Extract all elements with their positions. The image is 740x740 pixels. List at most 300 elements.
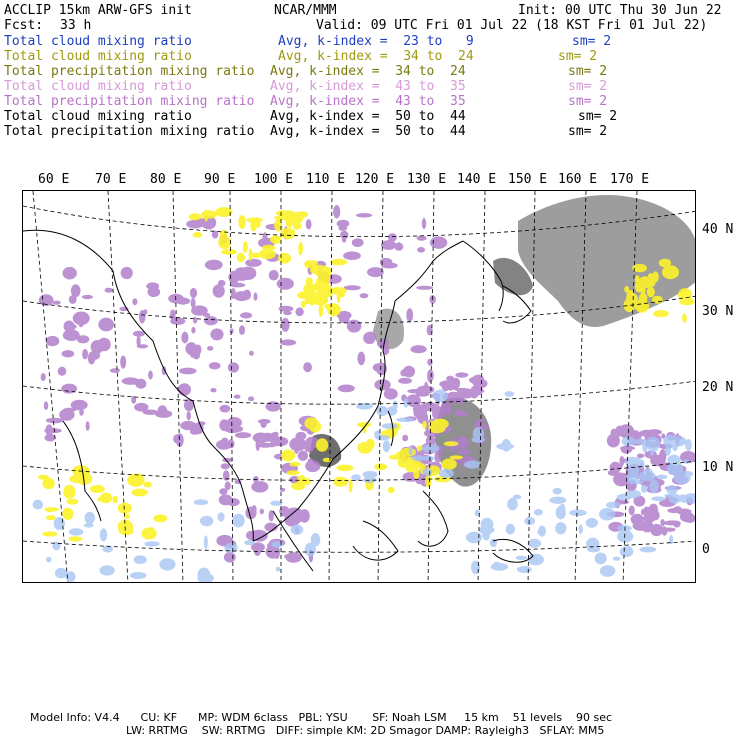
cloud-patch (178, 383, 191, 396)
cloud-patch (586, 518, 598, 528)
cloud-patch (63, 267, 77, 280)
cloud-patch (600, 565, 616, 577)
cloud-patch (289, 462, 301, 467)
cloud-patch (650, 455, 665, 467)
map-panel (22, 190, 696, 583)
cloud-patch (534, 509, 543, 516)
cloud-patch (63, 485, 75, 499)
cloud-patch (271, 541, 283, 548)
cloud-patch (303, 362, 312, 372)
cloud-patch (79, 409, 84, 416)
field-k-index: Avg, k-index = 34 to 24 (270, 64, 466, 79)
cloud-patch (311, 533, 321, 546)
cloud-patch (430, 236, 447, 248)
longitude-label: 120 E (355, 172, 395, 187)
cloud-patch (360, 293, 369, 298)
cloud-patch (204, 535, 208, 549)
cloud-patch (422, 444, 439, 453)
cloud-patch (100, 493, 112, 504)
cloud-patch (66, 499, 78, 505)
cloud-patch (651, 496, 665, 501)
cloud-patch (304, 300, 310, 305)
field-smoothing: sm= 2 (568, 94, 608, 109)
cloud-patch (204, 210, 208, 222)
cloud-patch (305, 439, 313, 446)
field-k-index: Avg, k-index = 43 to 35 (270, 79, 466, 94)
cloud-patch (504, 391, 514, 397)
cloud-patch (395, 451, 406, 460)
cloud-patch (170, 310, 176, 321)
cloud-patch (42, 531, 57, 536)
field-smoothing: sm= 2 (558, 49, 598, 64)
longitude-label: 130 E (407, 172, 447, 187)
cloud-patch (42, 478, 54, 489)
cloud-patch (464, 461, 481, 469)
cloud-patch (637, 454, 644, 459)
cloud-patch (631, 430, 640, 435)
cloud-patch (439, 469, 454, 478)
cloud-patch (33, 500, 43, 510)
cloud-patch (381, 240, 396, 250)
cloud-patch (251, 481, 268, 492)
cloud-patch (455, 409, 461, 416)
cloud-patch (374, 463, 387, 470)
cloud-patch (46, 336, 60, 346)
cloud-patch (113, 496, 118, 504)
cloud-patch (635, 280, 643, 292)
cloud-patch (278, 253, 291, 264)
cloud-patch (671, 436, 687, 446)
cloud-patch (641, 485, 648, 493)
cloud-patch (62, 350, 75, 357)
cloud-patch (306, 219, 312, 229)
cloud-patch (193, 317, 197, 324)
cloud-patch (197, 573, 214, 583)
cloud-patch (69, 528, 83, 535)
cloud-patch (213, 284, 225, 298)
cloud-patch (187, 411, 191, 420)
cloud-patch (309, 421, 321, 433)
cloud-patch (351, 474, 361, 480)
cloud-patch (674, 506, 682, 511)
cloud-patch (41, 373, 46, 381)
cloud-patch (517, 566, 532, 573)
cloud-patch (230, 328, 234, 334)
cloud-patch (121, 267, 133, 279)
cloud-patch (422, 421, 426, 429)
cloud-patch (377, 406, 388, 416)
cloud-patch (649, 504, 657, 511)
cloud-patch (73, 312, 90, 326)
latitude-label: 40 N (702, 222, 734, 237)
cloud-patch (606, 502, 620, 509)
cloud-patch (383, 440, 390, 452)
cloud-patch (71, 284, 81, 297)
cloud-patch (186, 220, 203, 229)
cloud-patch (363, 332, 375, 344)
field-name: Total cloud mixing ratio (4, 34, 192, 49)
field-k-index: Avg, k-index = 34 to 24 (278, 49, 474, 64)
cloud-patch (201, 210, 217, 218)
longitude-label: 160 E (558, 172, 598, 187)
cloud-patch (615, 426, 623, 437)
field-name: Total precipitation mixing ratio (4, 94, 255, 109)
cloud-patch (586, 538, 599, 550)
cloud-patch (406, 308, 413, 322)
cloud-patch (228, 362, 239, 372)
cloud-patch (90, 485, 105, 493)
cloud-patch (53, 301, 61, 305)
cloud-patch (458, 436, 463, 442)
title-left: ACCLIP 15km ARW-GFS init (4, 3, 192, 18)
cloud-patch (613, 557, 621, 561)
cloud-patch (331, 259, 348, 266)
cloud-patch (137, 344, 149, 348)
cloud-patch (231, 288, 236, 299)
cloud-patch (141, 528, 156, 540)
cloud-patch (132, 489, 148, 497)
cloud-patch (377, 339, 388, 348)
cloud-patch (412, 455, 426, 461)
init-time: Init: 00 UTC Thu 30 Jun 22 (518, 3, 722, 18)
cloud-patch (333, 205, 340, 218)
cloud-patch (450, 455, 463, 459)
longitude-label: 170 E (610, 172, 650, 187)
cloud-patch (287, 470, 300, 475)
forecast-hours: 33 h (60, 18, 92, 33)
cloud-patch (262, 433, 272, 442)
cloud-patch (524, 517, 535, 525)
cloud-patch (298, 242, 303, 256)
cloud-patch (276, 210, 293, 216)
field-smoothing: sm= 2 (572, 34, 612, 49)
cloud-patch (190, 428, 200, 434)
cloud-patch (91, 340, 104, 353)
cloud-patch (666, 520, 680, 524)
cloud-patch (46, 515, 56, 520)
cloud-patch (181, 332, 188, 344)
cloud-patch (333, 477, 348, 487)
cloud-patch (659, 259, 671, 268)
cloud-patch (646, 437, 661, 451)
cloud-patch (553, 488, 562, 495)
cloud-patch (105, 288, 114, 293)
cloud-patch (629, 505, 635, 515)
cloud-patch (556, 506, 566, 520)
cloud-patch (44, 507, 59, 512)
cloud-patch (417, 445, 423, 451)
cloud-patch (72, 405, 83, 410)
cloud-patch (245, 507, 256, 520)
cloud-patch (639, 293, 648, 303)
cloud-patch (179, 368, 197, 375)
cloud-patch (237, 267, 245, 278)
cloud-patch (158, 405, 168, 415)
cloud-patch (260, 509, 264, 515)
cloud-patch (409, 446, 413, 456)
cloud-patch (204, 316, 218, 325)
cloud-patch (649, 479, 659, 493)
cloud-patch (273, 432, 278, 437)
cloud-patch (153, 514, 167, 522)
cloud-patch (416, 391, 430, 397)
cloud-patch (316, 277, 327, 285)
cloud-patch (219, 488, 227, 495)
cloud-patch (569, 510, 587, 517)
cloud-patch (319, 304, 324, 317)
cloud-patch (209, 362, 221, 369)
cloud-patch (362, 422, 366, 433)
cloud-patch (237, 253, 245, 263)
cloud-patch (338, 385, 355, 393)
cloud-patch (665, 445, 671, 456)
cloud-patch (227, 417, 242, 428)
cloud-patch (550, 497, 567, 504)
cloud-patch (643, 277, 656, 288)
cloud-patch (134, 403, 148, 412)
longitude-label: 90 E (204, 172, 236, 187)
cloud-patch (143, 309, 148, 314)
longitude-label: 110 E (306, 172, 346, 187)
cloud-patch (194, 499, 209, 505)
cloud-patch (338, 225, 347, 231)
cloud-patch (455, 372, 468, 377)
cloud-patch (422, 218, 426, 229)
latitude-label: 0 (702, 542, 710, 557)
cloud-patch (266, 401, 281, 411)
cloud-patch (336, 465, 353, 472)
cloud-patch (678, 288, 692, 301)
cloud-patch (82, 349, 88, 359)
cloud-patch (245, 259, 262, 267)
cloud-patch (69, 536, 83, 541)
cloud-patch (256, 438, 260, 451)
cloud-patch (662, 265, 679, 279)
cloud-patch (227, 498, 240, 506)
cloud-patch (110, 368, 120, 373)
cloud-patch (217, 512, 224, 521)
cloud-patch (260, 419, 267, 428)
cloud-patch (65, 571, 75, 582)
cloud-patch (234, 395, 241, 399)
cloud-patch (555, 522, 566, 534)
cloud-patch (86, 421, 90, 431)
cloud-patch (459, 398, 463, 404)
forecast-label: Fcst: (4, 18, 44, 33)
cloud-patch (293, 222, 302, 230)
cloud-patch (210, 388, 216, 392)
cloud-patch (298, 451, 308, 461)
model-info-line-1: Model Info: V4.4 CU: KF MP: WDM 6class PBL: YSU SF: Noah LSM 15 km 51 levels 90 sec (30, 711, 613, 724)
cloud-patch (441, 459, 456, 470)
cloud-patch (305, 460, 320, 472)
cloud-patch (246, 217, 263, 222)
cloud-patch (343, 251, 361, 260)
cloud-patch (352, 238, 364, 247)
longitude-label: 100 E (254, 172, 294, 187)
cloud-patch (388, 487, 395, 493)
cloud-patch (442, 380, 450, 391)
cloud-patch (662, 526, 668, 535)
field-smoothing: sm= 2 (568, 64, 608, 79)
cloud-patch (134, 555, 147, 564)
cloud-patch (516, 556, 528, 560)
cloud-patch (132, 298, 137, 305)
cloud-patch (647, 287, 655, 298)
field-smoothing: sm= 2 (568, 79, 608, 94)
cloud-patch (295, 307, 303, 316)
cloud-patch (444, 441, 459, 446)
cloud-patch (357, 352, 365, 366)
cloud-patch (386, 406, 397, 415)
cloud-patch (46, 557, 51, 563)
model-info-line-2: LW: RRTMG SW: RRTMG DIFF: simple KM: 2D Smagor DAMP: Rayleigh3 SFLAY: MM5 (126, 724, 605, 737)
cloud-patch (77, 335, 89, 343)
cloud-patch (52, 541, 60, 550)
cloud-patch (162, 366, 167, 375)
cloud-patch (403, 460, 414, 467)
cloud-patch (148, 287, 161, 297)
cloud-patch (281, 318, 290, 332)
cloud-patch (243, 290, 251, 300)
cloud-patch (120, 356, 126, 369)
longitude-label: 140 E (457, 172, 497, 187)
longitude-label: 150 E (508, 172, 548, 187)
cloud-patch (130, 572, 147, 579)
cloud-patch (303, 283, 316, 294)
field-name: Total cloud mixing ratio (4, 79, 192, 94)
cloud-patch (324, 304, 335, 309)
cloud-patch (407, 396, 418, 401)
cloud-patch (458, 449, 472, 454)
cloud-patch (270, 235, 281, 244)
cloud-patch (58, 367, 67, 376)
cloud-patch (274, 546, 280, 559)
cloud-patch (235, 432, 251, 438)
cloud-patch (239, 325, 245, 335)
cloud-patch (660, 519, 664, 526)
cloud-patch (427, 359, 432, 366)
cloud-patch (417, 247, 425, 253)
cloud-patch (579, 524, 583, 534)
cloud-patch (249, 249, 253, 261)
cloud-patch (259, 249, 276, 259)
cloud-patch (502, 439, 512, 452)
cloud-patch (99, 565, 114, 575)
cloud-patch (381, 263, 398, 269)
cloud-patch (85, 512, 96, 524)
cloud-patch (82, 295, 93, 299)
cloud-patch (435, 450, 441, 463)
cloud-patch (248, 396, 254, 401)
cloud-patch (595, 553, 607, 565)
forecast-map (23, 191, 696, 583)
cloud-patch (653, 310, 669, 317)
cloud-patch (205, 260, 223, 271)
cloud-patch (363, 476, 376, 483)
cloud-patch (44, 401, 48, 410)
cloud-patch (144, 541, 160, 546)
cloud-patch (118, 503, 132, 514)
cloud-patch (617, 530, 633, 543)
cloud-patch (277, 278, 294, 290)
cloud-patch (289, 437, 306, 451)
cloud-patch (190, 347, 196, 358)
cloud-patch (243, 241, 248, 253)
cloud-patch (356, 213, 372, 217)
cloud-patch (617, 525, 632, 531)
cloud-patch (482, 527, 490, 540)
cloud-patch (684, 514, 696, 523)
cloud-patch (428, 423, 445, 433)
longitude-label: 60 E (38, 172, 70, 187)
cloud-patch (297, 475, 305, 485)
cloud-patch (46, 418, 64, 424)
cloud-patch (413, 469, 419, 479)
cloud-patch (220, 405, 231, 413)
cloud-patch (148, 371, 153, 380)
cloud-patch (404, 398, 409, 408)
cloud-patch (388, 233, 397, 241)
cloud-patch (402, 435, 408, 442)
latitude-label: 20 N (702, 380, 734, 395)
field-name: Total precipitation mixing ratio (4, 64, 255, 79)
cloud-patch (620, 546, 634, 557)
cloud-patch (249, 351, 254, 356)
cloud-patch (621, 493, 629, 500)
cloud-patch (143, 482, 152, 488)
cloud-patch (159, 558, 175, 570)
cloud-patch (652, 510, 660, 520)
field-k-index: Avg, k-index = 23 to 9 (278, 34, 474, 49)
cloud-patch (291, 524, 304, 535)
cloud-patch (416, 286, 433, 290)
cloud-patch (349, 479, 353, 493)
cloud-patch (538, 526, 546, 537)
field-name: Total cloud mixing ratio (4, 49, 192, 64)
cloud-patch (207, 346, 213, 351)
cloud-patch (411, 345, 427, 353)
cloud-patch (224, 552, 236, 563)
cloud-patch (220, 230, 228, 241)
field-k-index: Avg, k-index = 50 to 44 (270, 109, 466, 124)
cloud-patch (599, 508, 615, 521)
field-k-index: Avg, k-index = 50 to 44 (270, 124, 466, 139)
cloud-patch (316, 438, 328, 452)
cloud-patch (666, 485, 677, 494)
cloud-patch (403, 366, 415, 378)
cloud-patch (281, 450, 295, 462)
cloud-patch (347, 320, 362, 333)
cloud-patch (513, 495, 522, 500)
cloud-patch (191, 298, 196, 308)
cloud-patch (471, 437, 484, 443)
cloud-patch (639, 547, 656, 553)
cloud-patch (441, 402, 452, 415)
cloud-patch (433, 390, 448, 403)
longitude-label: 80 E (150, 172, 182, 187)
cloud-patch (424, 382, 428, 392)
cloud-patch (228, 439, 235, 448)
cloud-patch (254, 292, 258, 300)
cloud-patch (367, 267, 384, 277)
cloud-patch (190, 288, 197, 298)
valid-time: Valid: 09 UTC Fri 01 Jul 22 (18 KST Fri 01 Jul 22) (316, 18, 708, 33)
cloud-patch (221, 463, 230, 469)
field-name: Total precipitation mixing ratio (4, 124, 255, 139)
field-name: Total cloud mixing ratio (4, 109, 192, 124)
cloud-patch (384, 388, 398, 399)
